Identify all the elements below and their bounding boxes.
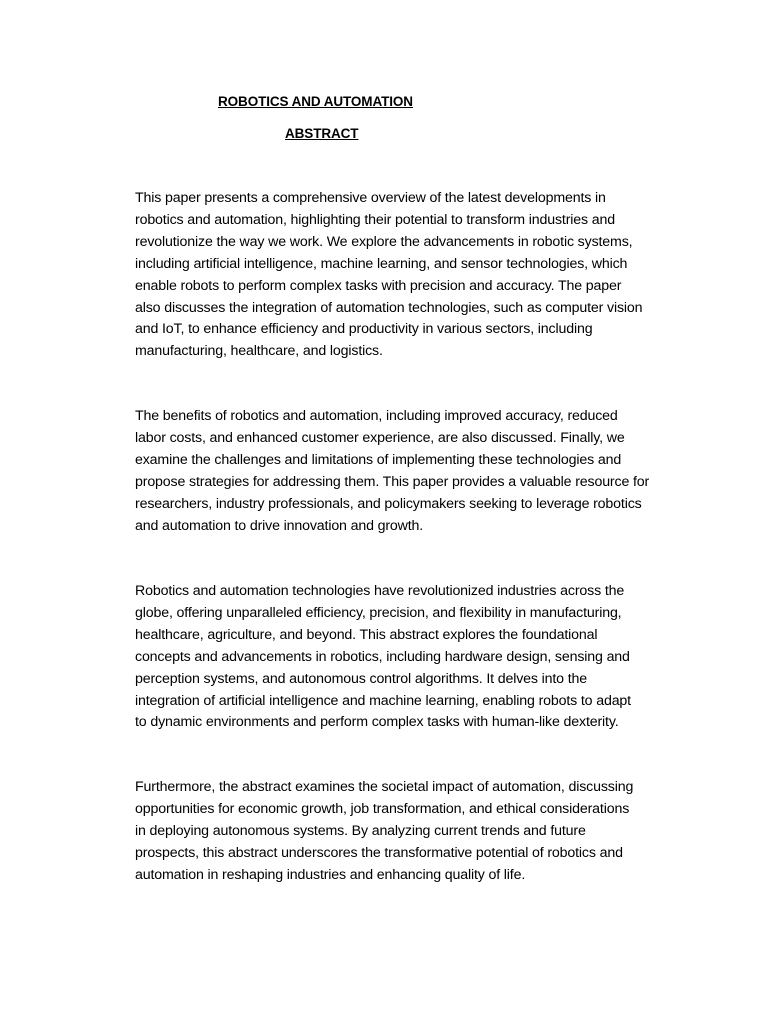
paragraph-line: examine the challenges and limitations of implementing these technologies and [135,451,622,468]
paragraph-line: healthcare, agriculture, and beyond. This abstract explores the foundational [135,626,598,643]
paragraph-line: automation in reshaping industries and enhancing quality of life. [135,866,526,883]
paragraph-line: propose strategies for addressing them. This paper provides a valuable resource for [135,473,650,490]
paragraph-line: including artificial intelligence, machine learning, and sensor technologies, which [135,255,628,272]
abstract-paragraph-4 [135,777,675,887]
paragraph-line: prospects, this abstract underscores the transformative potential of robotics and [135,844,623,861]
paragraph-line: revolutionize the way we work. We explore the advancements in robotic systems, [135,233,633,250]
paragraph-line: Furthermore, the abstract examines the societal impact of automation, discussing [135,779,634,795]
abstract-paragraph-2 [135,406,675,537]
paragraph-line: and IoT, to enhance efficiency and productivity in various sectors, including [135,321,593,338]
abstract-paragraph-3 [135,581,675,734]
paragraph-line: concepts and advancements in robotics, including hardware design, sensing and [135,648,630,665]
paragraph-line: researchers, industry professionals, and policymakers seeking to leverage robotics [135,495,642,512]
paragraph-line: in deploying autonomous systems. By analyzing current trends and future [135,822,586,839]
paragraph-line: to dynamic environments and perform complex tasks with human-like dexterity. [135,714,619,731]
document-title: ROBOTICS AND AUTOMATION [218,94,413,109]
paragraph-line: integration of artificial intelligence and machine learning, enabling robots to adapt [135,692,631,709]
paragraph-line: perception systems, and autonomous control algorithms. It delves into the [135,670,587,687]
paragraph-line: enable robots to perform complex tasks with precision and accuracy. The paper [135,277,622,294]
paragraph-line: labor costs, and enhanced customer experience, are also discussed. Finally, we [135,429,625,446]
paragraph-line: opportunities for economic growth, job transformation, and ethical considerations [135,800,630,817]
abstract-paragraph-1 [135,188,675,363]
paragraph-line: also discusses the integration of automation technologies, such as computer vision [135,299,643,316]
paragraph-line: This paper presents a comprehensive overview of the latest developments in [135,190,606,206]
paragraph-line: manufacturing, healthcare, and logistics. [135,343,383,360]
paragraph-line: The benefits of robotics and automation, including improved accuracy, reduced [135,408,618,424]
paragraph-line: Robotics and automation technologies have revolutionized industries across the [135,583,625,599]
paragraph-line: robotics and automation, highlighting their potential to transform industries and [135,211,615,228]
abstract-heading: ABSTRACT [285,126,359,141]
paragraph-line: and automation to drive innovation and growth. [135,517,424,534]
paragraph-line: globe, offering unparalleled efficiency, precision, and flexibility in manufacturing, [135,604,622,621]
